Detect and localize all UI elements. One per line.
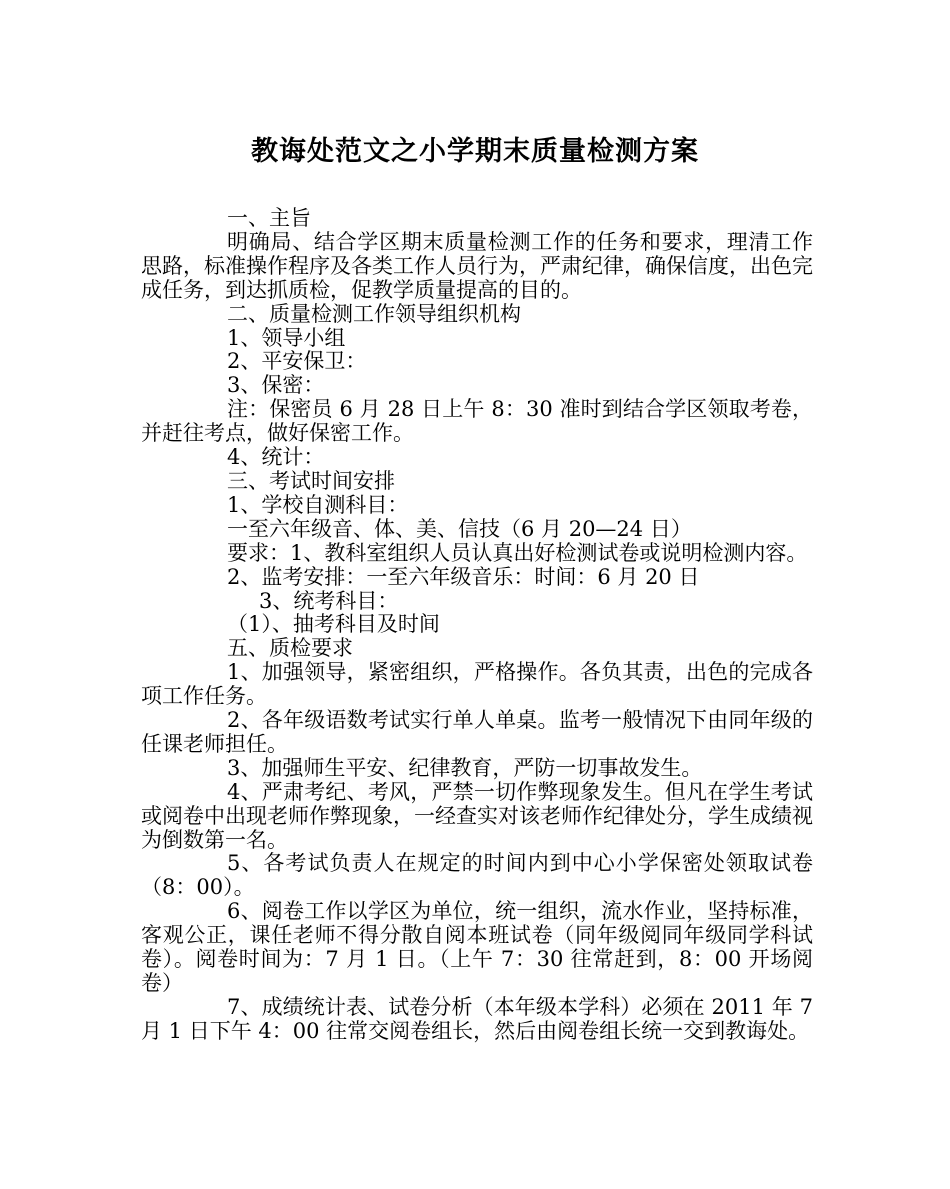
requirement-4: 4、严肃考纪、考风，严禁一切作弊现象发生。但凡在学生考试或阅卷中出现老师作弊现象，一经查实对该老师作纪律处分，学生成绩视为倒数第一名。	[141, 779, 813, 852]
item-statistics: 4、统计：	[227, 445, 325, 470]
item-security: 2、平安保卫：	[227, 349, 367, 374]
item-confidentiality: 3、保密：	[227, 373, 325, 398]
item-leadership-group: 1、领导小组	[227, 325, 346, 350]
heading-requirements: 五、质检要求	[227, 636, 353, 661]
heading-schedule: 三、考试时间安排	[227, 468, 395, 493]
heading-organization: 二、质量检测工作领导组织机构	[227, 301, 521, 326]
requirement-2: 2、各年级语数考试实行单人单桌。监考一般情况下由同年级的任课老师担任。	[141, 708, 813, 756]
requirement-3: 3、加强师生平安、纪律教育，严防一切事故发生。	[227, 755, 703, 780]
requirement-5: 5、各考试负责人在规定的时间内到中心小学保密处领取试卷（8：00）。	[141, 851, 813, 900]
item-unified-subjects: 3、统考科目：	[259, 588, 399, 613]
document-title: 教诲处范文之小学期末质量检测方案	[251, 136, 699, 167]
requirement-6: 6、阅卷工作以学区为单位，统一组织，流水作业，坚持标准，客观公正，课任老师不得分散自阅本班试卷（同年级阅同年级同学科试卷）。阅卷时间为：7 月 1 日。（上午 7：30 往常赶到，8：00 开场阅卷）	[141, 899, 813, 995]
item-invigilation: 2、监考安排：一至六年级音乐：时间：6 月 20 日	[227, 564, 700, 589]
note-confidentiality: 注：保密员 6 月 28 日上午 8：30 准时到结合学区领取考卷，并赶往考点，做好保密工作。	[141, 397, 813, 446]
item-sampling-subjects: （1）、抽考科目及时间	[227, 612, 440, 637]
item-grades-subjects: 一至六年级音、体、美、信技（6 月 20—24 日）	[227, 516, 692, 541]
item-self-test-subjects: 1、学校自测科目：	[227, 492, 409, 517]
requirement-1: 1、加强领导，紧密组织，严格操作。各负其责，出色的完成各项工作任务。	[141, 660, 813, 709]
requirement-7: 7、成绩统计表、试卷分析（本年级本学科）必须在 2011 年 7 月 1 日下午 4：00 往常交阅卷组长，然后由阅卷组长统一交到教诲处。	[141, 994, 813, 1043]
item-requirement: 要求：1、教科室组织人员认真出好检测试卷或说明检测内容。	[227, 540, 808, 565]
document-body	[141, 207, 813, 1044]
paragraph-purpose-text: 明确局、结合学区期末质量检测工作的任务和要求，理清工作思路，标准操作程序及各类工作人员行为，严肃纪律，确保信度，出色完成任务，到达抓质检，促教学质量提高的目的。	[141, 229, 813, 302]
heading-purpose: 一、主旨	[227, 206, 311, 230]
